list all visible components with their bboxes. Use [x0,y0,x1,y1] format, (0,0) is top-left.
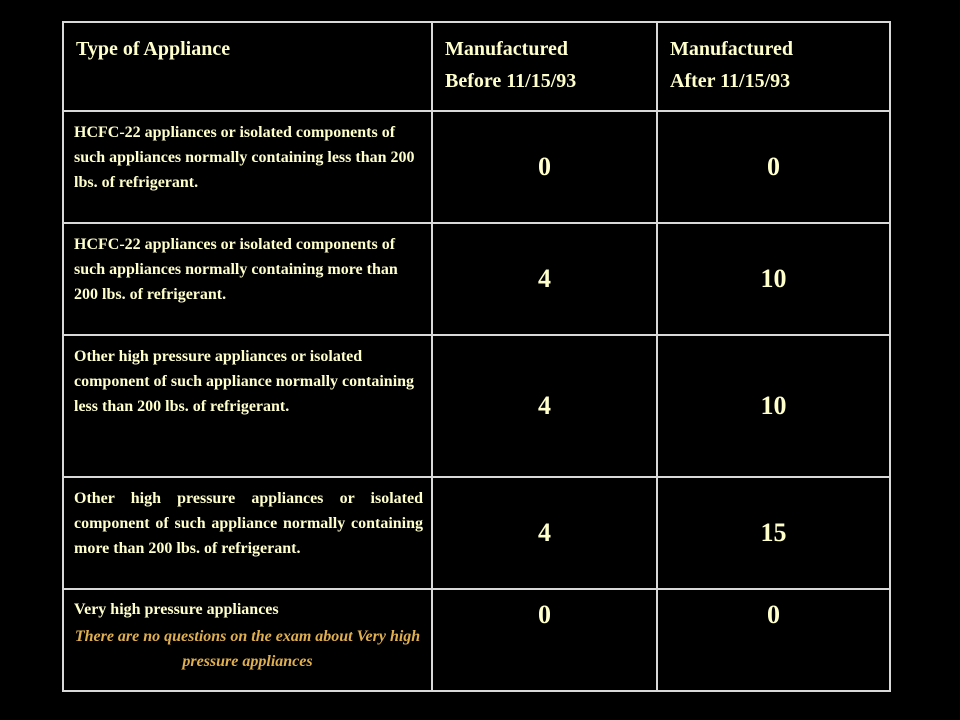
header-before-line2: Before 11/15/93 [445,70,577,92]
table-row [63,589,890,691]
row-description-cell [63,223,432,335]
exam-note: There are no questions on the exam about Very high pressure appliances [74,628,421,670]
row-description: HCFC-22 appliances or isolated components of such appliances normally containing less than 200 lbs. of refrigerant. [74,124,415,191]
row-before-value: 0 [432,111,657,223]
table-row [63,223,890,335]
header-type: Type of Appliance [76,38,231,60]
row-description-cell [63,589,432,691]
row-description-cell [63,477,432,589]
row-after-value: 0 [657,589,890,691]
row-after-value: 15 [657,477,890,589]
row-after-value: 10 [657,223,890,335]
row-before-value: 4 [432,335,657,477]
row-before-value: 4 [432,223,657,335]
row-before-value: 4 [432,477,657,589]
row-description-cell [63,335,432,477]
table-row [63,477,890,589]
table-header-row [63,22,890,111]
row-after-value: 0 [657,111,890,223]
row-description: Other high pressure appliances or isolated component of such appliance normally containing more than 200 lbs. of refrigerant. [74,490,423,557]
row-before-value: 0 [432,589,657,691]
row-description: HCFC-22 appliances or isolated components of such appliances normally containing more than 200 lbs. of refrigerant. [74,236,398,303]
header-before-line1: Manufactured [445,38,568,60]
table-row [63,335,890,477]
table-row [63,111,890,223]
row-after-value: 10 [657,335,890,477]
row-description-cell [63,111,432,223]
row-description: Other high pressure appliances or isolated component of such appliance normally containing less than 200 lbs. of refrigerant. [74,348,415,415]
row-description: Very high pressure appliances [74,601,279,618]
header-type-cell [63,22,432,111]
header-before-cell [432,22,657,111]
header-after-line2: After 11/15/93 [670,70,791,92]
appliance-table [62,21,891,692]
header-after-cell [657,22,890,111]
header-after-line1: Manufactured [670,38,793,60]
